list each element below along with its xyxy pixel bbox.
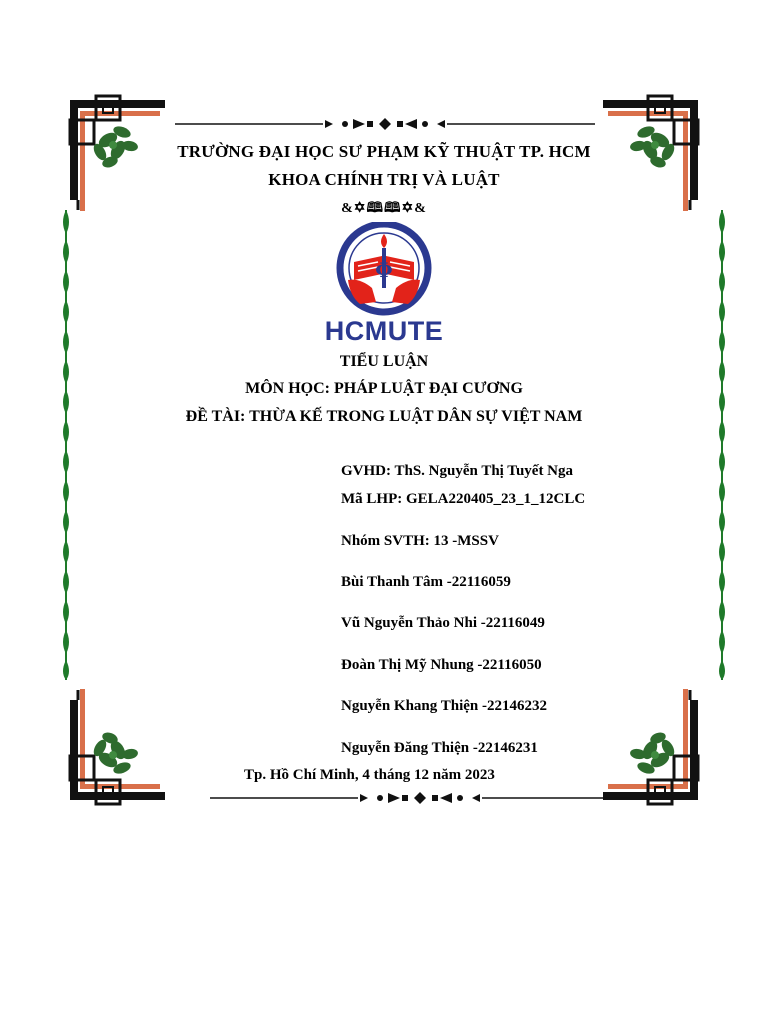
header-divider: &✡🕮🕮✡& <box>341 201 427 216</box>
lecturer-line: GVHD: ThS. Nguyễn Thị Tuyết Nga <box>341 463 574 479</box>
place-date: Tp. Hồ Chí Minh, 4 tháng 12 năm 2023 <box>244 767 495 783</box>
ornament-rule-top <box>175 118 595 130</box>
member-item: Nguyễn Đăng Thiện -22146231 <box>341 740 538 756</box>
member-item: Vũ Nguyễn Thảo Nhi -22116049 <box>341 615 545 631</box>
logo-wordmark: HCMUTE <box>324 316 444 346</box>
member-item: Bùi Thanh Tâm -22116059 <box>341 574 511 590</box>
subject-title: MÔN HỌC: PHÁP LUẬT ĐẠI CƯƠNG <box>245 380 523 397</box>
vine-left <box>63 210 69 680</box>
corner-bottom-right <box>603 689 698 804</box>
class-code-line: Mã LHP: GELA220405_23_1_12CLC <box>341 491 586 507</box>
corner-bottom-left <box>70 689 165 804</box>
document-type: TIỂU LUẬN <box>339 353 429 370</box>
member-item: Nguyễn Khang Thiện -22146232 <box>341 698 548 714</box>
group-line: Nhóm SVTH: 13 -MSSV <box>341 533 499 549</box>
member-item: Đoàn Thị Mỹ Nhung -22116050 <box>341 657 542 673</box>
ornament-rule-bottom <box>210 792 630 804</box>
emblem-letter: Φ <box>375 258 393 282</box>
faculty-name: KHOA CHÍNH TRỊ VÀ LUẬT <box>268 170 500 189</box>
topic-title: ĐỀ TÀI: THỪA KẾ TRONG LUẬT DÂN SỰ VIỆT NAM <box>185 408 583 425</box>
university-name: TRƯỜNG ĐẠI HỌC SƯ PHẠM KỸ THUẬT TP. HCM <box>177 142 591 161</box>
vine-right <box>719 210 725 680</box>
